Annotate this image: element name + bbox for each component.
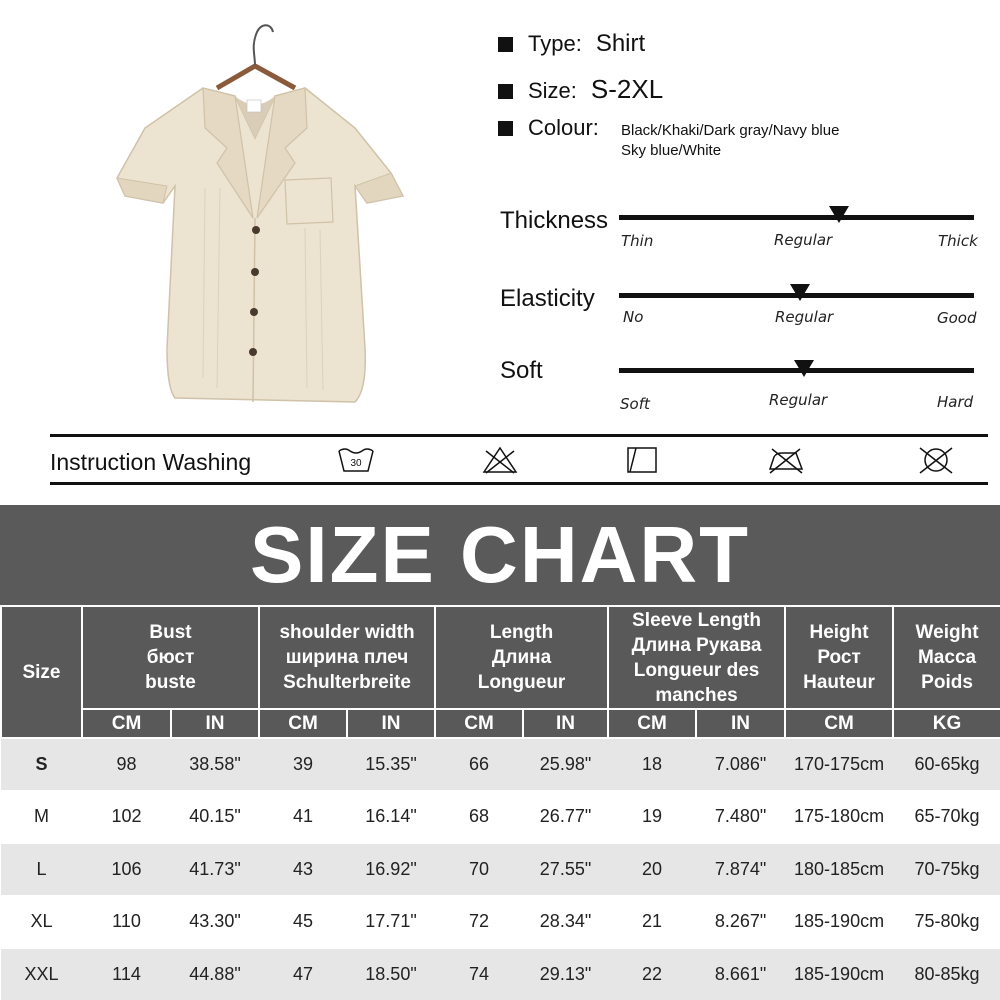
table-cell: 75-80kg	[893, 896, 1000, 949]
spec-colour-line1: Black/Khaki/Dark gray/Navy blue	[621, 122, 840, 139]
table-row	[1, 896, 1000, 949]
spec-colour	[498, 115, 613, 141]
header-line: Length	[489, 622, 554, 643]
table-cell: 40.15"	[171, 791, 259, 844]
header-line: manches	[655, 684, 738, 706]
height-header	[785, 606, 893, 709]
header-line: Weight	[915, 622, 979, 643]
wash-temperature-label: 30	[350, 458, 362, 469]
table-cell: XL	[1, 896, 82, 949]
table-cell: 22	[608, 948, 696, 1000]
table-cell: 26.77"	[523, 791, 608, 844]
dry-flat-icon	[622, 445, 662, 475]
thickness-mid-label: Regular	[774, 231, 833, 249]
table-cell: 180-185cm	[785, 843, 893, 896]
unit-header: CM	[435, 709, 523, 738]
do-not-iron-icon	[766, 445, 806, 475]
table-cell: 65-70kg	[893, 791, 1000, 844]
table-cell: 43	[259, 843, 347, 896]
shoulder-width-header	[259, 606, 435, 709]
table-cell: 8.661"	[696, 948, 785, 1000]
header-line: Longueur	[477, 672, 566, 693]
table-cell: 8.267"	[696, 896, 785, 949]
bullet-icon	[498, 121, 513, 136]
thickness-low-label: Thin	[621, 232, 654, 250]
table-cell: 98	[82, 738, 171, 791]
table-cell: 72	[435, 896, 523, 949]
thickness-scale-line	[619, 215, 974, 220]
header-line: shoulder width	[279, 622, 415, 643]
table-cell: 7.480"	[696, 791, 785, 844]
elasticity-mid-label: Regular	[775, 308, 834, 326]
washing-instructions-label: Instruction Washing	[50, 449, 252, 475]
weight-header	[893, 606, 1000, 709]
spec-type-value: Shirt	[595, 30, 646, 57]
table-cell: 18	[608, 738, 696, 791]
table-cell: M	[1, 791, 82, 844]
thickness-high-label: Thick	[938, 232, 978, 250]
table-cell: 70-75kg	[893, 843, 1000, 896]
unit-header: IN	[347, 709, 435, 738]
table-cell: S	[1, 738, 82, 791]
spec-colour-label: Colour:	[528, 115, 599, 140]
elasticity-title: Elasticity	[500, 285, 595, 312]
soft-high-label: Hard	[937, 393, 974, 411]
header-line: бюст	[146, 647, 195, 668]
table-cell: 68	[435, 791, 523, 844]
table-cell: 60-65kg	[893, 738, 1000, 791]
soft-marker-icon	[794, 360, 814, 377]
table-cell: 41	[259, 791, 347, 844]
table-cell: 170-175cm	[785, 738, 893, 791]
header-line: Hauteur	[803, 672, 875, 693]
shirt-on-hanger-image	[105, 18, 405, 413]
table-cell: 7.086"	[696, 738, 785, 791]
header-line: Longueur des	[633, 659, 760, 681]
size-chart-body	[1, 738, 1000, 1000]
table-cell: 175-180cm	[785, 791, 893, 844]
spec-size-label: Size:	[528, 78, 577, 103]
unit-header: CM	[82, 709, 171, 738]
table-cell: 17.71"	[347, 896, 435, 949]
unit-header: KG	[893, 709, 1000, 738]
header-line: Poids	[921, 672, 973, 693]
table-cell: 21	[608, 896, 696, 949]
table-cell: 29.13"	[523, 948, 608, 1000]
spec-type-label: Type:	[528, 31, 582, 56]
table-cell: 19	[608, 791, 696, 844]
header-line: Bust	[149, 622, 192, 643]
table-cell: 185-190cm	[785, 948, 893, 1000]
elasticity-high-label: Good	[937, 309, 977, 327]
table-cell: 25.98"	[523, 738, 608, 791]
unit-header: IN	[523, 709, 608, 738]
wash-30-icon	[336, 445, 376, 475]
do-not-tumble-dry-icon	[916, 445, 956, 475]
table-row	[1, 843, 1000, 896]
header-line: Рост	[817, 647, 861, 668]
table-cell: 20	[608, 843, 696, 896]
table-cell: 7.874"	[696, 843, 785, 896]
table-cell: 16.92"	[347, 843, 435, 896]
do-not-bleach-icon	[480, 445, 520, 475]
header-line: ширина плеч	[285, 647, 409, 668]
header-line: Macca	[917, 647, 977, 668]
table-cell: 47	[259, 948, 347, 1000]
size-chart-banner	[0, 505, 1000, 605]
table-cell: 41.73"	[171, 843, 259, 896]
table-cell: 44.88"	[171, 948, 259, 1000]
elasticity-marker-icon	[790, 284, 810, 301]
spec-size-value: S-2XL	[590, 74, 664, 104]
table-cell: 185-190cm	[785, 896, 893, 949]
unit-header: IN	[171, 709, 259, 738]
bullet-icon	[498, 37, 513, 52]
spec-size	[498, 74, 663, 105]
table-cell: 39	[259, 738, 347, 791]
table-cell: 102	[82, 791, 171, 844]
size-chart-table	[0, 605, 1000, 1000]
size-chart-title: SIZE CHART	[250, 510, 750, 599]
bust-header	[82, 606, 259, 709]
table-cell: 106	[82, 843, 171, 896]
elasticity-low-label: No	[623, 308, 644, 326]
table-cell: 45	[259, 896, 347, 949]
washing-instructions-bar	[50, 434, 988, 485]
header-line: buste	[145, 672, 196, 693]
header-line: Schulterbreite	[283, 672, 411, 693]
table-cell: 16.14"	[347, 791, 435, 844]
header-line: Длина Рукава	[631, 634, 762, 656]
table-cell: 74	[435, 948, 523, 1000]
table-cell: 18.50"	[347, 948, 435, 1000]
thickness-marker-icon	[829, 206, 849, 223]
header-line: Height	[809, 622, 869, 643]
table-cell: 27.55"	[523, 843, 608, 896]
length-header	[435, 606, 608, 709]
unit-header: IN	[696, 709, 785, 738]
soft-mid-label: Regular	[769, 391, 828, 409]
table-cell: 15.35"	[347, 738, 435, 791]
soft-low-label: Soft	[620, 395, 650, 413]
bullet-icon	[498, 84, 513, 99]
table-cell: 70	[435, 843, 523, 896]
size-header: Size	[1, 606, 82, 738]
table-cell: 114	[82, 948, 171, 1000]
table-row	[1, 738, 1000, 791]
table-cell: XXL	[1, 948, 82, 1000]
soft-title: Soft	[500, 357, 543, 384]
spec-colour-line2: Sky blue/White	[621, 142, 722, 159]
spec-colour-values	[621, 121, 839, 161]
sleeve-length-header	[608, 606, 785, 709]
spec-type	[498, 30, 645, 58]
table-cell: 43.30"	[171, 896, 259, 949]
unit-header: CM	[785, 709, 893, 738]
thickness-title: Thickness	[500, 207, 609, 234]
unit-header: CM	[259, 709, 347, 738]
table-cell: 66	[435, 738, 523, 791]
unit-header: CM	[608, 709, 696, 738]
table-cell: L	[1, 843, 82, 896]
table-cell: 28.34"	[523, 896, 608, 949]
table-cell: 110	[82, 896, 171, 949]
table-row	[1, 791, 1000, 844]
table-cell: 80-85kg	[893, 948, 1000, 1000]
header-line: Длина	[491, 647, 552, 668]
table-row	[1, 948, 1000, 1000]
table-cell: 38.58"	[171, 738, 259, 791]
header-line: Sleeve Length	[632, 609, 761, 631]
